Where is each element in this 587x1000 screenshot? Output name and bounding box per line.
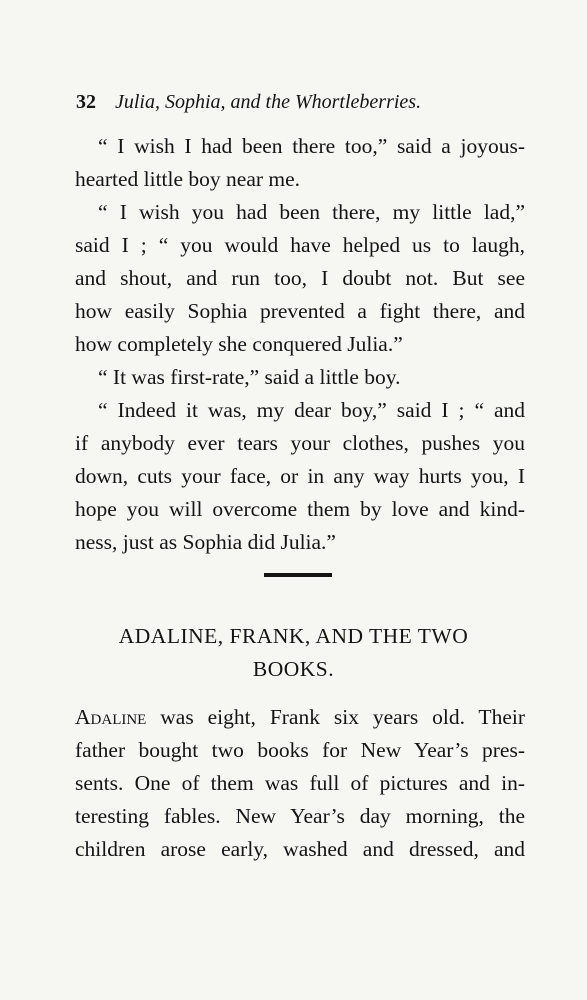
text-line: “ It was first-rate,” said a little boy. bbox=[98, 365, 401, 389]
text-line: said I ; “ you would have helped us to laugh, bbox=[75, 233, 525, 257]
opening-word: Adaline bbox=[75, 705, 147, 729]
text-line: hearted little boy near me. bbox=[75, 167, 301, 191]
text-line: how easily Sophia prevented a fight there, and bbox=[75, 299, 525, 323]
text-line: how completely she conquered Julia.” bbox=[75, 332, 403, 356]
text-line: sents. One of them was full of pictures and in- bbox=[75, 771, 525, 795]
chapter-heading: ADALINE, FRANK, AND THE TWO bbox=[118, 624, 469, 648]
text-line: and shout, and run too, I doubt not. But see bbox=[75, 266, 525, 290]
section-divider bbox=[264, 573, 332, 577]
text-line: children arose early, washed and dressed, and bbox=[75, 837, 525, 861]
opening-line-rest: was eight, Frank six years old. Their bbox=[146, 705, 525, 729]
page-number: 32 bbox=[76, 91, 96, 113]
chapter-heading-continued: BOOKS. bbox=[252, 657, 335, 681]
text-line: “ Indeed it was, my dear boy,” said I ; “ and bbox=[98, 398, 525, 422]
text-line: if anybody ever tears your clothes, pushes you bbox=[75, 431, 525, 455]
running-title: Julia, Sophia, and the Whortleberries. bbox=[115, 91, 422, 113]
text-line: “ I wish I had been there too,” said a joyous- bbox=[98, 134, 525, 158]
text-line: ness, just as Sophia did Julia.” bbox=[75, 530, 336, 554]
text-line: teresting fables. New Year’s day morning, the bbox=[75, 804, 525, 828]
text-line bbox=[75, 701, 525, 733]
page-header bbox=[76, 86, 476, 118]
text-line: hope you will overcome them by love and kind- bbox=[75, 497, 525, 521]
text-line: “ I wish you had been there, my little lad,” bbox=[98, 200, 525, 224]
text-line: father bought two books for New Year’s pres- bbox=[75, 738, 525, 762]
text-line: down, cuts your face, or in any way hurts you, I bbox=[75, 464, 525, 488]
